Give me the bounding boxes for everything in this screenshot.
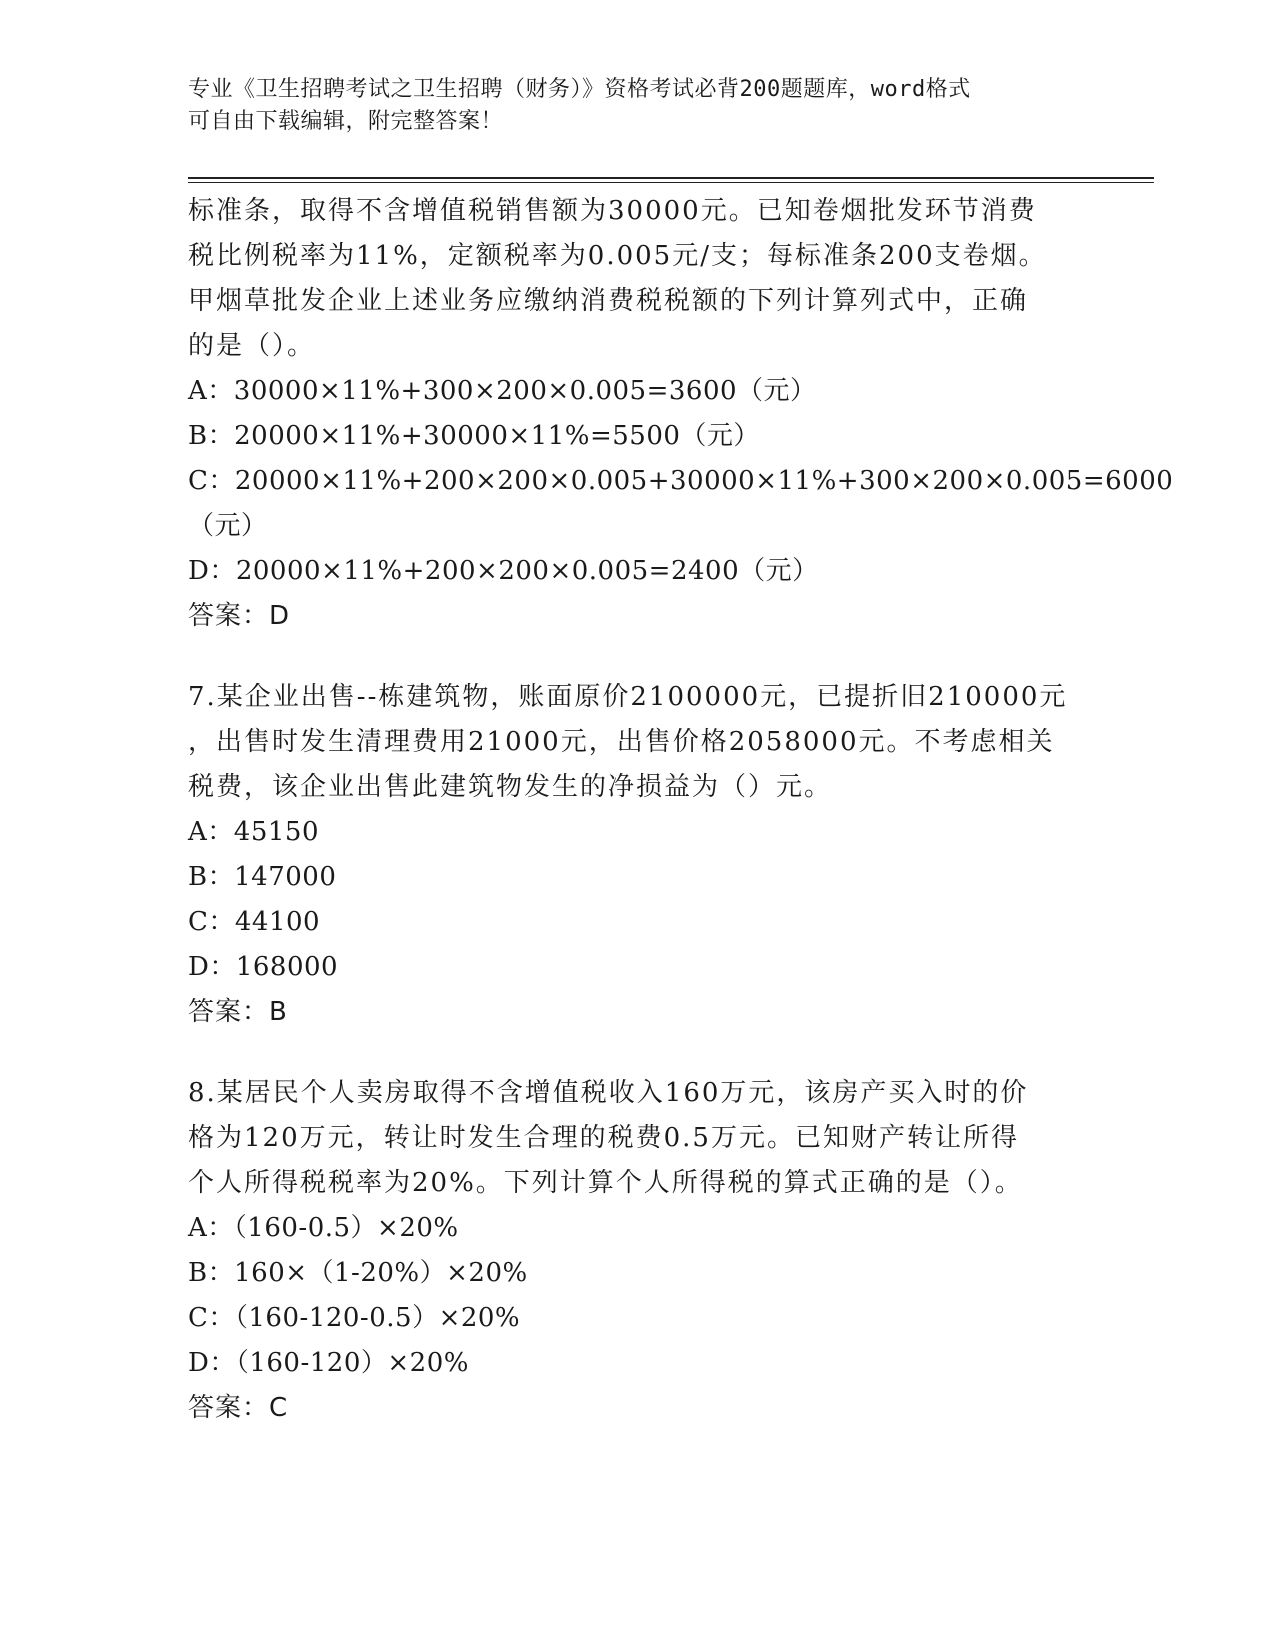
question-7 [188, 675, 1088, 1035]
question-6-continued [188, 189, 1174, 639]
question-text-line: 格为120万元，转让时发生合理的税费0.5万元。已知财产转让所得 [188, 1123, 1019, 1153]
option-a: A：45150 [188, 817, 319, 847]
question-text-line: 7.某企业出售--栋建筑物，账面原价2100000元，已提折旧210000元 [188, 682, 1068, 712]
option-b: B：20000×11%+30000×11%=5500（元） [188, 421, 760, 451]
option-c: C：44100 [188, 907, 321, 937]
question-text-line: ，出售时发生清理费用21000元，出售价格2058000元。不考虑相关 [188, 727, 1055, 757]
question-text-line: 税比例税率为11%，定额税率为0.005元/支；每标准条200支卷烟。 [188, 241, 1047, 271]
answer-line: 答案：D [188, 601, 291, 631]
option-d: D：20000×11%+200×200×0.005=2400（元） [188, 556, 819, 586]
option-d: D：168000 [188, 952, 339, 982]
document-body [188, 189, 1174, 1431]
question-text-line: 的是（）。 [188, 331, 316, 361]
option-c: C：20000×11%+200×200×0.005+30000×11%+300×200×0.005=6000 [188, 466, 1174, 496]
question-spacer [188, 1035, 1088, 1071]
option-c-continued: （元） [188, 511, 268, 541]
question-spacer [188, 639, 1088, 675]
option-a: A：30000×11%+300×200×0.005=3600（元） [188, 376, 817, 406]
option-b: B：160×（1-20%）×20% [188, 1258, 528, 1288]
question-text-line: 税费，该企业出售此建筑物发生的净损益为（）元。 [188, 772, 833, 802]
option-d: D：（160-120）×20% [188, 1348, 469, 1378]
question-text-line: 8.某居民个人卖房取得不含增值税收入160万元，该房产买入时的价 [188, 1078, 1029, 1108]
header-title-line-1: 专业《卫生招聘考试之卫生招聘（财务）》资格考试必背200题题库，word格式 [188, 77, 971, 102]
question-text-line: 标准条，取得不含增值税销售额为30000元。已知卷烟批发环节消费 [188, 196, 1037, 226]
question-text-line: 个人所得税税率为20%。下列计算个人所得税的算式正确的是（）。 [188, 1168, 1023, 1198]
header-divider-thin [188, 182, 1154, 183]
question-text-line: 甲烟草批发企业上述业务应缴纳消费税税额的下列计算列式中，正确 [188, 286, 1029, 316]
answer-line: 答案：B [188, 997, 288, 1027]
header-title-line-2: 可自由下载编辑，附完整答案！ [188, 109, 504, 134]
question-8 [188, 1071, 1088, 1431]
option-a: A：（160-0.5）×20% [188, 1213, 459, 1243]
option-b: B：147000 [188, 862, 337, 892]
header-divider-thick [188, 177, 1154, 179]
document-header [188, 74, 1068, 138]
answer-line: 答案：C [188, 1393, 289, 1423]
option-c: C：（160-120-0.5）×20% [188, 1303, 521, 1333]
